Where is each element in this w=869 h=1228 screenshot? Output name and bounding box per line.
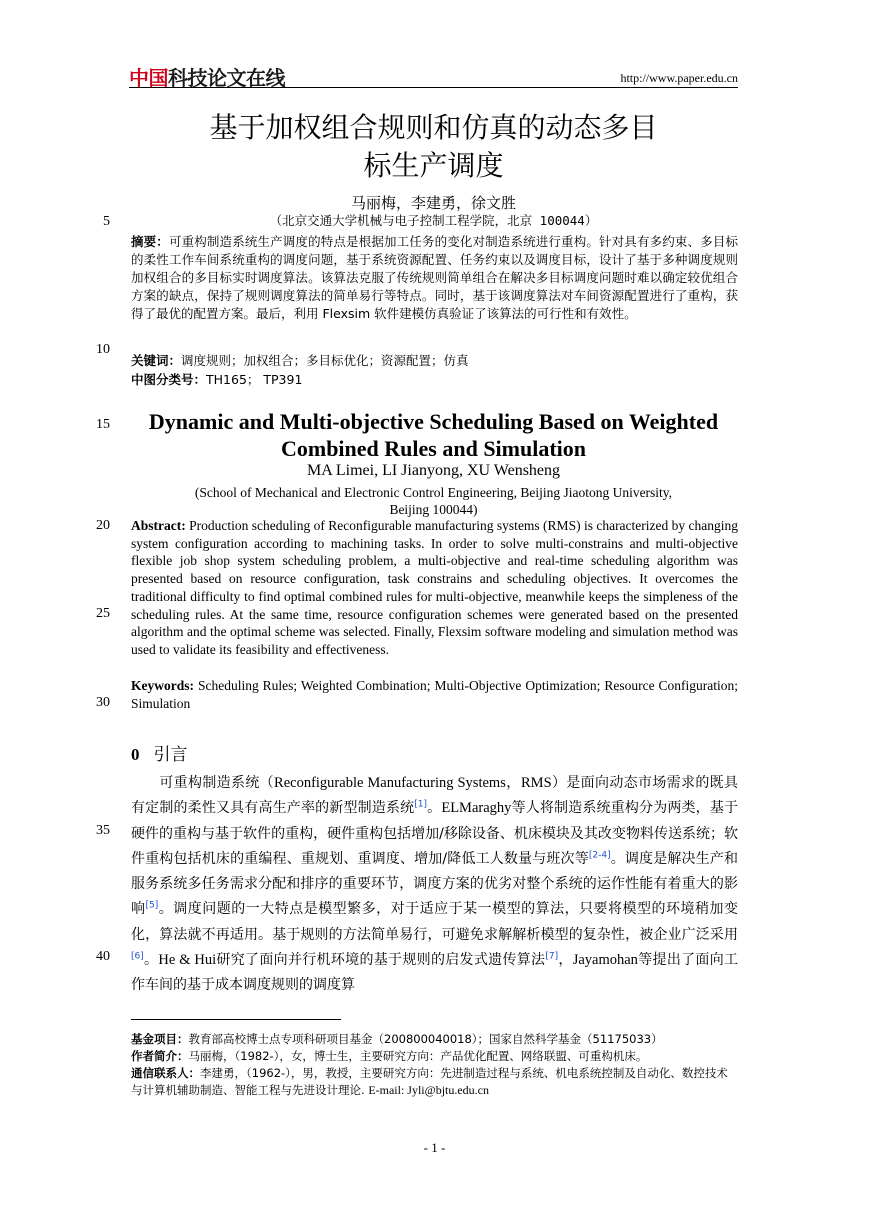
cn-abstract-label: 摘要：	[131, 234, 169, 249]
footnote-fund: 基金项目：教育部高校博士点专项科研项目基金（200800040018）；国家自然科学基金（51175033）	[131, 1032, 663, 1046]
en-abstract-label: Abstract:	[131, 518, 186, 533]
line-number: 5	[103, 214, 110, 229]
line-number: 30	[96, 695, 110, 710]
citation-link[interactable]: [6]	[131, 951, 144, 962]
en-affiliation: (School of Mechanical and Electronic Control Engineering, Beijing Jiaotong University, Beijing 100044)	[194, 485, 673, 517]
citation-link[interactable]: [7]	[545, 951, 559, 962]
line-number: 20	[96, 518, 110, 533]
journal-logo: 中国科技论文在线	[129, 66, 285, 90]
cn-clc-text: TH165； TP391	[206, 372, 303, 387]
footnote-contact: 通信联系人：李建勇，（1962-），男，教授，主要研究方向：先进制造过程与系统、机电系统控制及自动化、数控技术与计算机辅助制造、智能工程与先进设计理论. E-mail: Jyli@bjtu.edu.cn	[131, 1066, 728, 1097]
citation-link[interactable]: [2-4]	[588, 850, 611, 861]
cn-authors: 马丽梅，李建勇，徐文胜	[350, 194, 516, 212]
en-keywords	[131, 677, 738, 712]
line-number: 40	[96, 949, 110, 964]
cn-clc	[131, 371, 302, 389]
cn-keywords-label: 关键词：	[131, 353, 182, 368]
intro-paragraph: 可重构制造系统（Reconfigurable Manufacturing Systems，RMS）是面向动态市场需求的既具有定制的柔性又具有高生产率的新型制造系统[1]。ELMaraghy等人将制造系统重构分为两类，基于硬件的重构与基于软件的重构，硬件重构包括增加/移除设备、机床模块及其改变物料传送系统；软件重构包括机床的重编程、重规划、重调度、增加/降低工人数量与班次等[2-4]。调度是解决生产和服务系统多任务需求分配和排序的重要环节，调度方案的优劣对整个系统的运作性能有着重大的影响[5]。调度问题的一大特点是模型繁多，对于适应于某一模型的算法，只要将模型的环境稍加变化，算法就不再适用。基于规则的方法简单易行，可避免求解解析模型的复杂性，被企业广泛采用[6]。He & Hui研究了面向并行机环境的基于规则的启发式遗传算法[7]，Jayamohan等提出了面向工作车间的基于成本调度规则的调度算	[131, 775, 739, 994]
line-number: 10	[96, 342, 110, 357]
en-authors: MA Limei, LI Jianyong, XU Wensheng	[306, 462, 561, 479]
line-number: 15	[96, 417, 110, 432]
cn-abstract-text: 可重构制造系统生产调度的特点是根据加工任务的变化对制造系统进行重构。针对具有多约束、多目标的柔性工作车间系统重构的调度问题，基于系统资源配置、任务约束以及调度目标，设计了基于多种调度规则加权组合的多目标实时调度算法。该算法克服了传统规则简单组合在解决多目标调度问题时难以确定较优组合方案的缺点，保持了规则调度算法的简单易行等特点。同时，基于该调度算法对车间资源配置进行了重构，获得了最优的配置方案。最后，利用 Flexsim 软件建模仿真验证了该算法的可行性和有效性。	[131, 234, 738, 321]
cn-title-line2: 标生产调度	[363, 149, 504, 182]
en-keywords-text: Scheduling Rules; Weighted Combination; Multi-Objective Optimization; Resource Configuration; Simulation	[131, 678, 739, 711]
section-title: 引言	[153, 745, 188, 765]
en-abstract-text: Production scheduling of Reconfigurable manufacturing systems (RMS) is characterized by changing system configuration according to machining tasks. In order to solve multi-constrains and multi-objective flexible job shop system scheduling problem, a multi-objective and real-time scheduling algorithm was presented based on resource configuration, task constrains and scheduling objectives. It overcomes the traditional difficulty to find optimal combined rules for multi-objective, meanwhile keeps the simpleness of the scheduling rules. At the same time, resource configuration schemes were generated based on the presented algorithm and the optimal scheme was selected. Finally, Flexsim software modeling and simulation method was used to validate its feasibility and effectiveness.	[131, 518, 739, 657]
header-divider	[129, 87, 738, 88]
footnote-author: 作者简介：马丽梅，（1982-），女，博士生，主要研究方向：产品优化配置、网络联盟、可重构机床。	[131, 1049, 648, 1063]
citation-link[interactable]: [1]	[414, 799, 428, 810]
line-number: 25	[96, 606, 110, 621]
citation-link[interactable]: [5]	[145, 900, 159, 911]
en-keywords-label: Keywords:	[131, 678, 194, 693]
en-abstract	[131, 517, 738, 659]
cn-keywords-text: 调度规则；加权组合；多目标优化；资源配置；仿真	[181, 353, 469, 368]
section-number: 0	[131, 745, 140, 764]
contact-email[interactable]: E-mail: Jyli@bjtu.edu.cn	[368, 1083, 490, 1097]
cn-title-line1: 基于加权组合规则和仿真的动态多目	[209, 111, 658, 144]
cn-abstract	[131, 233, 738, 323]
line-number: 35	[96, 823, 110, 838]
en-title-line1: Dynamic and Multi-objective Scheduling Based on Weighted	[148, 409, 719, 434]
page-number: - 1 -	[423, 1140, 446, 1155]
en-title-line2: Combined Rules and Simulation	[280, 436, 587, 461]
journal-url[interactable]: http://www.paper.edu.cn	[620, 71, 738, 85]
cn-keywords	[131, 352, 469, 370]
cn-affiliation: （北京交通大学机械与电子控制工程学院，北京 100044）	[269, 213, 598, 228]
footnote-divider	[131, 1019, 341, 1020]
cn-clc-label: 中图分类号：	[131, 372, 207, 387]
section-heading	[131, 740, 188, 765]
